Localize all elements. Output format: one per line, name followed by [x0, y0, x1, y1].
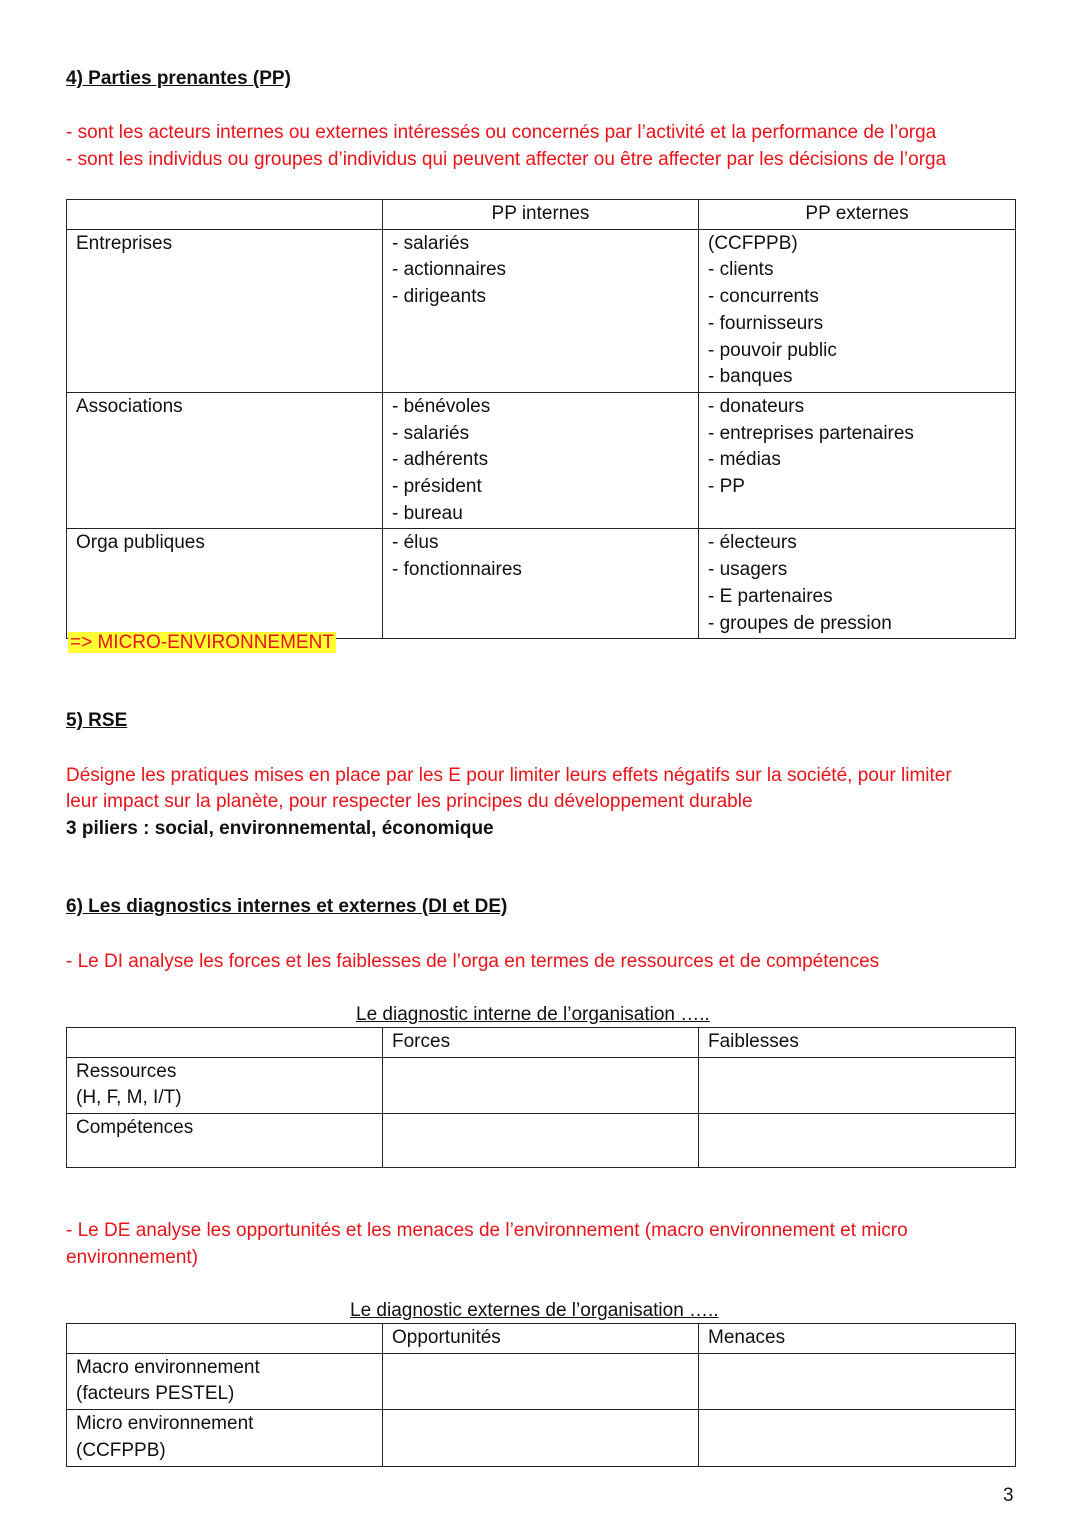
header-forces: Forces [383, 1028, 699, 1058]
forces-cell [383, 1114, 699, 1168]
externes-cell [699, 529, 1016, 639]
table-row [67, 1057, 1016, 1113]
page-number: 3 [1003, 1485, 1014, 1506]
header-faiblesses: Faiblesses [699, 1028, 1016, 1058]
list-item: - président [392, 476, 482, 498]
label-line: (CCFPPB) [76, 1439, 166, 1461]
di-definition: - Le DI analyse les forces et les faiblesses de l’orga en termes de ressources et de compétences [66, 951, 880, 972]
menaces-cell [699, 1353, 1016, 1409]
list-item: - médias [708, 449, 781, 471]
table-row [67, 529, 1016, 639]
header-pp-externes: PP externes [699, 200, 1016, 230]
label-line: Compétences [76, 1117, 194, 1139]
list-item: - clients [708, 259, 774, 281]
list-item: - fonctionnaires [392, 559, 522, 581]
faiblesses-cell [699, 1057, 1016, 1113]
table-row [67, 1114, 1016, 1168]
list-item: - dirigeants [392, 286, 486, 308]
de-definition-line-2: environnement) [66, 1247, 199, 1268]
list-item: - bénévoles [392, 395, 491, 417]
highlighted-note: => MICRO-ENVIRONNEMENT [70, 632, 334, 653]
externes-cell [699, 392, 1016, 529]
list-item: - fournisseurs [708, 312, 824, 334]
pp-definition-2: - sont les individus ou groupes d’individus qui peuvent affecter ou être affecter par les décisions de l’orga [66, 149, 947, 170]
row-label [67, 1057, 383, 1113]
internes-cell [383, 392, 699, 529]
row-label: Entreprises [67, 229, 383, 392]
faiblesses-cell [699, 1114, 1016, 1168]
section-4-title: 4) Parties prenantes (PP) [66, 68, 291, 89]
row-label: Orga publiques [67, 529, 383, 639]
table-row [67, 229, 1016, 392]
opportunites-cell [383, 1353, 699, 1409]
table-row [67, 392, 1016, 529]
table-header-row [67, 200, 1016, 230]
row-label [67, 1114, 383, 1168]
header-empty [67, 1324, 383, 1354]
header-menaces: Menaces [699, 1324, 1016, 1354]
list-item: - usagers [708, 559, 788, 581]
header-opportunites: Opportunités [383, 1324, 699, 1354]
label-line: (H, F, M, I/T) [76, 1087, 182, 1109]
table-header-row [67, 1028, 1016, 1058]
table-row [67, 1410, 1016, 1466]
list-item: - pouvoir public [708, 339, 837, 361]
table-header-row [67, 1324, 1016, 1354]
forces-cell [383, 1057, 699, 1113]
list-item: - entreprises partenaires [708, 422, 914, 444]
list-item: - élus [392, 532, 439, 554]
list-item: - E partenaires [708, 585, 833, 607]
row-label [67, 1353, 383, 1409]
rse-pillars: 3 piliers : social, environnemental, économique [66, 818, 494, 839]
section-5-title: 5) RSE [66, 710, 128, 731]
list-item: - donateurs [708, 395, 805, 417]
row-label [67, 1410, 383, 1466]
de-table-caption: Le diagnostic externes de l’organisation ….. [350, 1300, 719, 1321]
list-item: (CCFPPB) [708, 232, 798, 254]
internes-cell [383, 229, 699, 392]
header-empty [67, 200, 383, 230]
row-label: Associations [67, 392, 383, 529]
list-item: - actionnaires [392, 259, 507, 281]
menaces-cell [699, 1410, 1016, 1466]
list-item: - adhérents [392, 449, 489, 471]
de-definition-line-1: - Le DE analyse les opportunités et les menaces de l’environnement (macro environnement et micro [66, 1220, 908, 1241]
rse-definition-line-1: Désigne les pratiques mises en place par les E pour limiter leurs effets négatifs sur la société, pour limiter [66, 765, 952, 786]
label-line: Ressources [76, 1060, 177, 1082]
header-pp-internes: PP internes [383, 200, 699, 230]
list-item: - concurrents [708, 286, 819, 308]
externes-cell [699, 229, 1016, 392]
di-table [66, 1027, 1016, 1168]
rse-definition-line-2: leur impact sur la planète, pour respecter les principes du développement durable [66, 791, 753, 812]
list-item: - banques [708, 366, 793, 388]
label-line: (facteurs PESTEL) [76, 1383, 235, 1405]
list-item: - salariés [392, 422, 470, 444]
micro-environnement-note [68, 629, 336, 656]
header-empty [67, 1028, 383, 1058]
opportunites-cell [383, 1410, 699, 1466]
list-item: - PP [708, 476, 745, 498]
internes-cell [383, 529, 699, 639]
pp-definition-1: - sont les acteurs internes ou externes intéressés ou concernés par l’activité et la performance de l’orga [66, 122, 937, 143]
section-6-title: 6) Les diagnostics internes et externes (DI et DE) [66, 896, 508, 917]
list-item: - électeurs [708, 532, 797, 554]
list-item: - bureau [392, 502, 463, 524]
label-line: Micro environnement [76, 1413, 254, 1435]
de-table [66, 1323, 1016, 1467]
di-table-caption: Le diagnostic interne de l’organisation ….. [356, 1004, 710, 1025]
label-line: Macro environnement [76, 1356, 260, 1378]
list-item: - salariés [392, 232, 470, 254]
stakeholders-table [66, 199, 1016, 639]
list-item: - groupes de pression [708, 612, 892, 634]
table-row [67, 1353, 1016, 1409]
